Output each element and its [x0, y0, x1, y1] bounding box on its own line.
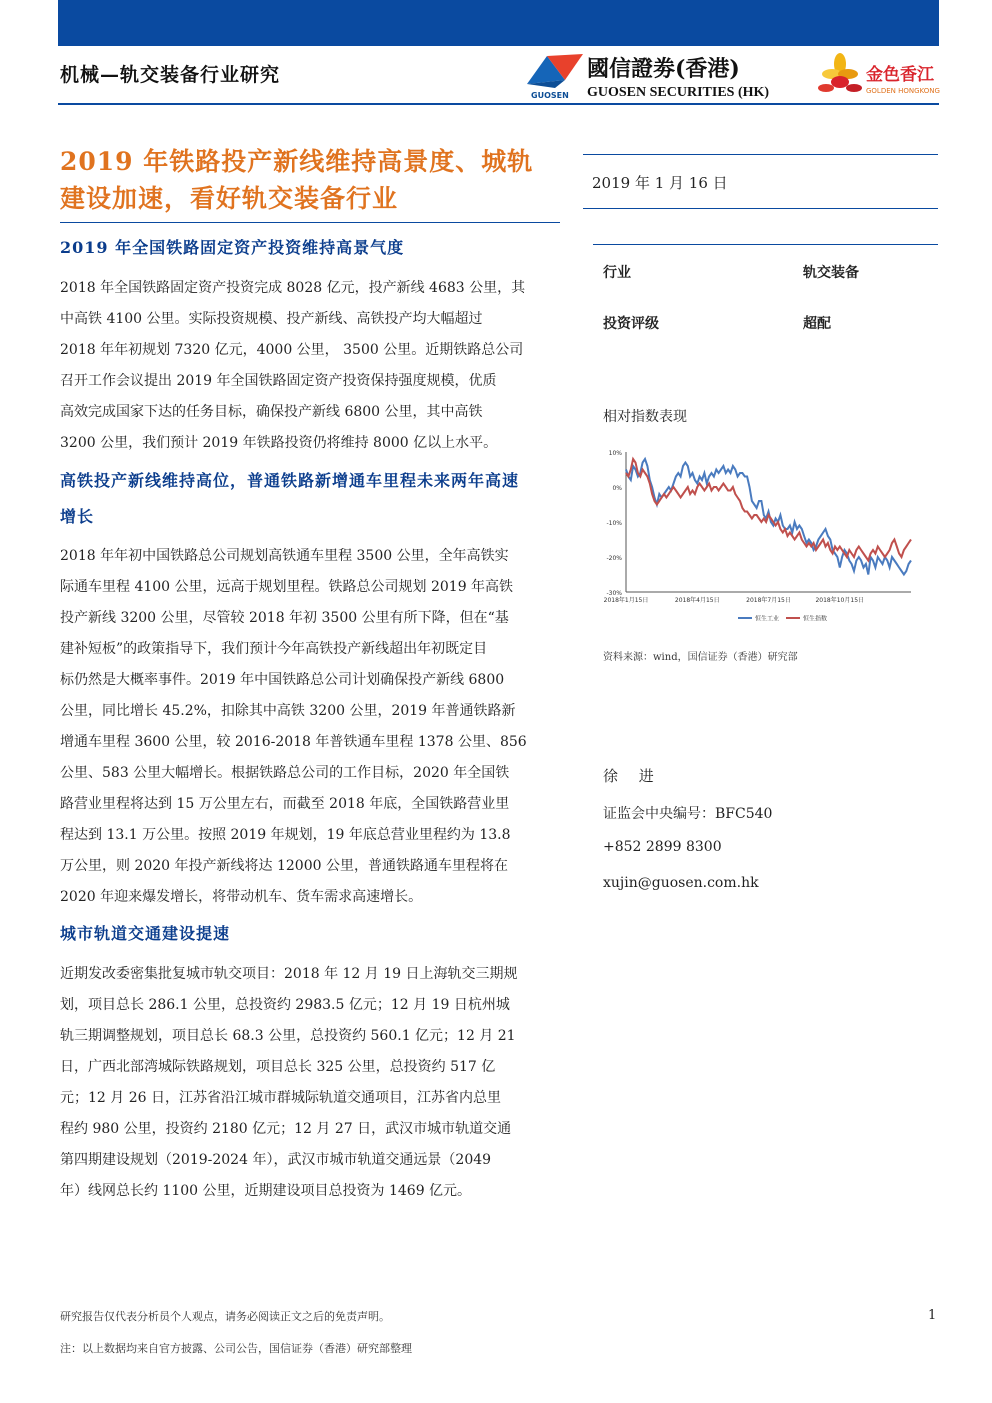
- section-heading-railway-investment: 2019 年全国铁路固定资产投资维持高景气度: [60, 238, 405, 257]
- section-body-urban-rail: [60, 959, 560, 1207]
- golden-flower-icon: [818, 53, 862, 92]
- chart-y-tick-label: 10%: [608, 450, 622, 457]
- paragraph-line: 高效完成国家下达的任务目标，确保投产新线 6800 公里，其中高铁: [60, 404, 483, 420]
- paragraph-line: 召开工作会议提出 2019 年全国铁路固定资产投资保持强度规模，优质: [60, 373, 497, 389]
- golden-logo-en: GOLDEN HONGKONG: [866, 87, 940, 95]
- section-heading-urban-rail: 城市轨道交通建设提速: [60, 924, 231, 943]
- paragraph-line: 轨三期调整规划，项目总长 68.3 公里，总投资约 560.1 亿元；12 月 21: [60, 1028, 516, 1044]
- chart-title: 相对指数表现: [603, 409, 687, 425]
- rating-label: 投资评级: [603, 316, 659, 332]
- section-heading-high-speed-rail: 高铁投产新线维持高位，普通铁路新增通车里程未来两年高速 增长: [60, 471, 520, 526]
- analyst-phone: +852 2899 8300: [603, 839, 722, 855]
- industry-value: 轨交装备: [803, 265, 859, 281]
- sidebar-divider: [583, 154, 938, 155]
- guosen-logo-en: GUOSEN SECURITIES (HK): [587, 85, 770, 100]
- guosen-logo: [525, 50, 795, 102]
- section-body-railway-investment: [60, 273, 560, 459]
- paragraph-line: 划，项目总长 286.1 公里，总投资约 2983.5 亿元；12 月 19 日杭州城: [60, 997, 510, 1013]
- paragraph-line: 程约 980 公里，投资约 2180 亿元；12 月 27 日，武汉市城市轨道交通: [60, 1121, 512, 1137]
- paragraph-line: 2020 年迎来爆发增长，将带动机车、货车需求高速增长。: [60, 889, 423, 905]
- chart-y-tick-label: 0%: [612, 485, 622, 492]
- header-divider: [58, 103, 939, 105]
- golden-hongkong-logo: [818, 50, 958, 102]
- chart-legend-label: 恒生工业: [755, 615, 780, 623]
- footer-disclaimer: 研究报告仅代表分析员个人观点，请务必阅读正文之后的免责声明。: [60, 1310, 390, 1323]
- paragraph-line: 万公里，则 2020 年投产新线将达 12000 公里，普通铁路通车里程将在: [60, 858, 508, 874]
- paragraph-line: 路营业里程将达到 15 万公里左右，而截至 2018 年底，全国铁路营业里: [60, 796, 510, 812]
- section-body-high-speed-rail: [60, 541, 560, 913]
- chart-x-tick-label: 2018年1月15日: [603, 597, 649, 604]
- paragraph-line: 建补短板”的政策指导下，我们预计今年高铁投产新线超出年初既定目: [60, 641, 488, 657]
- paragraph-line: 公里、583 公里大幅增长。根据铁路总公司的工作目标，2020 年全国铁: [60, 765, 510, 781]
- golden-logo-cn: 金色香江: [866, 65, 934, 85]
- paragraph-line: 年）线网总长约 1100 公里，近期建设项目总投资为 1469 亿元。: [60, 1183, 472, 1199]
- chart-y-tick-label: -20%: [606, 555, 622, 562]
- page-number: 1: [928, 1308, 937, 1323]
- guosen-logo-small-text: GUOSEN: [531, 91, 569, 100]
- paragraph-line: 2018 年年初中国铁路总公司规划高铁通车里程 3500 公里，全年高铁实: [60, 548, 509, 564]
- paragraph-line: 标仍然是大概率事件。2019 年中国铁路总公司计划确保投产新线 6800: [60, 672, 505, 688]
- chart-x-tick-label: 2018年7月15日: [746, 597, 791, 604]
- paragraph-line: 日，广西北部湾城际铁路规划，项目总长 325 公里，总投资约 517 亿: [60, 1059, 496, 1075]
- chart-x-tick-label: 2018年10月15日: [815, 597, 865, 604]
- paragraph-line: 程达到 13.1 万公里。按照 2019 年规划，19 年底总营业里程约为 13.8: [60, 827, 511, 843]
- paragraph-line: 2018 年年初规划 7320 亿元，4000 公里， 3500 公里。近期铁路总公司: [60, 342, 524, 358]
- analyst-license: 证监会中央编号：BFC540: [603, 806, 773, 822]
- paragraph-line: 公里，同比增长 45.2%，扣除其中高铁 3200 公里，2019 年普通铁路新: [60, 703, 516, 719]
- chart-x-tick-label: 2018年4月15日: [674, 597, 720, 604]
- paragraph-line: 增通车里程 3600 公里，较 2016-2018 年普铁通车里程 1378 公里、856: [60, 734, 527, 750]
- paragraph-line: 中高铁 4100 公里。实际投资规模、投产新线、高铁投产均大幅超过: [60, 311, 483, 327]
- report-title-line: 建设加速，看好轨交装备行业: [60, 184, 399, 213]
- paragraph-line: 3200 公里，我们预计 2019 年铁路投资仍将维持 8000 亿以上水平。: [60, 435, 498, 451]
- footer-note: 注：以上数据均来自官方披露、公司公告，国信证券（香港）研究部整理: [60, 1342, 412, 1355]
- header-title: 机械—轨交装备行业研究: [60, 64, 281, 86]
- top-color-bar: [58, 0, 939, 46]
- report-date: 2019 年 1 月 16 日: [592, 174, 728, 192]
- analyst-email[interactable]: xujin@guosen.com.hk: [603, 875, 759, 891]
- relative-index-chart: [598, 440, 918, 630]
- analyst-name: 徐 进: [603, 767, 662, 785]
- report-title-line: 2019 年铁路投产新线维持高景度、城轨: [60, 147, 534, 176]
- chart-source: 资料来源：wind，国信证券（香港）研究部: [603, 652, 798, 663]
- rating-value: 超配: [803, 316, 831, 332]
- paragraph-line: 近期发改委密集批复城市轨交项目：2018 年 12 月 19 日上海轨交三期规: [60, 966, 518, 982]
- paragraph-line: 2018 年全国铁路固定资产投资完成 8028 亿元，投产新线 4683 公里，其: [60, 280, 526, 296]
- industry-label: 行业: [603, 265, 631, 281]
- report-title: [60, 143, 560, 217]
- chart-y-tick-label: -10%: [606, 520, 622, 527]
- paragraph-line: 第四期建设规划（2019-2024 年），武汉市城市轨道交通远景（2049: [60, 1152, 492, 1168]
- paragraph-line: 元；12 月 26 日，江苏省沿江城市群城际轨道交通项目，江苏省内总里: [60, 1090, 501, 1106]
- sidebar-divider: [583, 208, 938, 209]
- paragraph-line: 投产新线 3200 公里，尽管较 2018 年初 3500 公里有所下降，但在“基: [60, 610, 509, 626]
- sidebar-divider: [593, 244, 938, 245]
- chart-legend-label: 恒生指数: [803, 615, 828, 623]
- paragraph-line: 际通车里程 4100 公里，远高于规划里程。铁路总公司规划 2019 年高铁: [60, 579, 514, 595]
- title-divider: [60, 222, 560, 223]
- chart-y-tick-label: -30%: [606, 590, 622, 597]
- guosen-logo-cn: 國信證劵(香港): [587, 56, 740, 82]
